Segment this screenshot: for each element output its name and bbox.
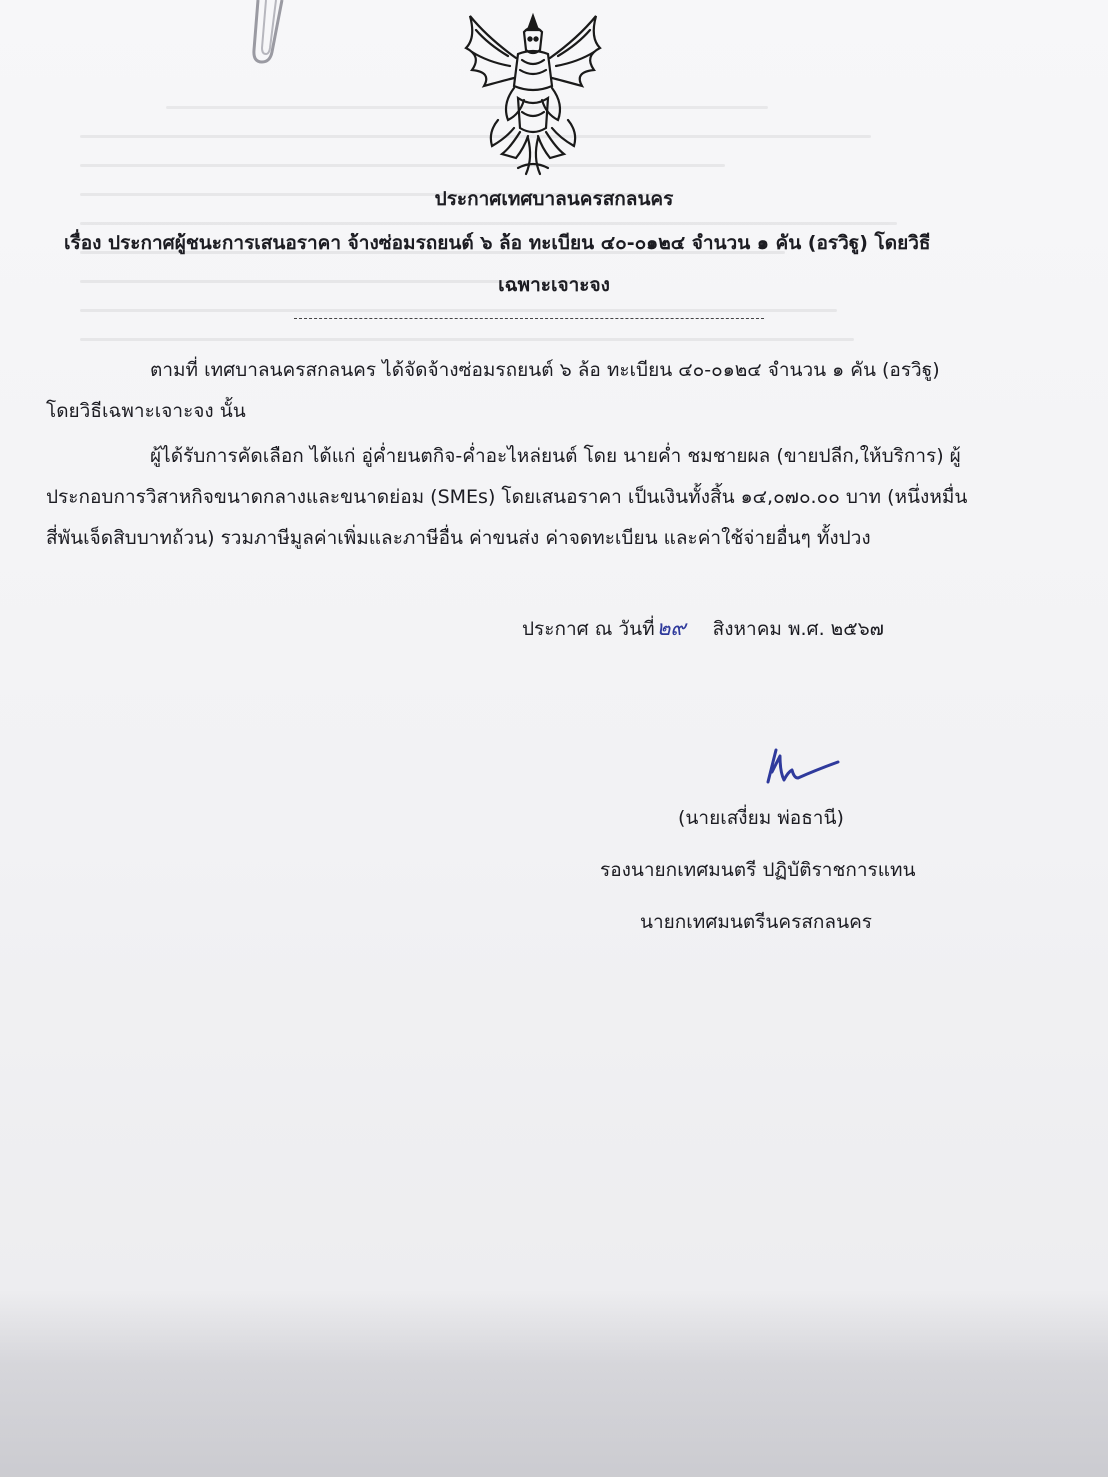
handwritten-day: ๒๙ bbox=[656, 616, 686, 640]
announcement-title: ประกาศเทศบาลนครสกลนคร bbox=[434, 188, 674, 210]
body-paragraph-1-line-1: ตามที่ เทศบาลนครสกลนคร ได้จัดจ้างซ่อมรถยนต์ ๖ ล้อ ทะเบียน ๔๐-๐๑๒๔ จำนวน ๑ คัน (อรวิฐู) bbox=[150, 359, 940, 381]
body-paragraph-2-line-3: สี่พันเจ็ดสิบบาทถ้วน) รวมภาษีมูลค่าเพิ่มและภาษีอื่น ค่าขนส่ง ค่าจดทะเบียน และค่าใช้จ่ายอื่นๆ ทั้งปวง bbox=[46, 527, 871, 549]
subject-line: เรื่อง ประกาศผู้ชนะการเสนอราคา จ้างซ่อมรถยนต์ ๖ ล้อ ทะเบียน ๔๐-๐๑๒๔ จำนวน ๑ คัน (อรวิฐู) โดยวิธี bbox=[64, 232, 931, 254]
paper-clip-icon bbox=[248, 0, 298, 70]
body-paragraph-1-line-2: โดยวิธีเฉพาะเจาะจง นั้น bbox=[46, 400, 246, 422]
body-paragraph-2-line-2: ประกอบการวิสาหกิจขนาดกลางและขนาดย่อม (SMEs) โดยเสนอราคา เป็นเงินทั้งสิ้น ๑๔,๐๗๐.๐๐ บาท (หนึ่งหมื่น bbox=[46, 486, 968, 508]
divider bbox=[294, 318, 764, 319]
date-prefix: ประกาศ ณ วันที่ bbox=[522, 618, 655, 640]
garuda-emblem-icon bbox=[458, 8, 608, 180]
page-shadow bbox=[0, 1290, 1108, 1477]
handwritten-signature bbox=[758, 742, 842, 792]
signatory-name: (นายเสงี่ยม พ่อธานี) bbox=[678, 807, 844, 829]
announcement-date bbox=[522, 612, 884, 645]
signatory-organization: นายกเทศมนตรีนครสกลนคร bbox=[640, 911, 872, 933]
signatory-role: รองนายกเทศมนตรี ปฏิบัติราชการแทน bbox=[600, 859, 916, 881]
body-paragraph-2-line-1: ผู้ได้รับการคัดเลือก ได้แก่ อู่ค่ำยนตกิจ-ค่ำอะไหล่ยนต์ โดย นายค่ำ ชมชายผล (ขายปลีก,ให้บริการ) ผู้ bbox=[150, 445, 961, 467]
subject-line-continued: เฉพาะเจาะจง bbox=[498, 274, 610, 296]
date-month-year: สิงหาคม พ.ศ. ๒๕๖๗ bbox=[712, 618, 884, 640]
